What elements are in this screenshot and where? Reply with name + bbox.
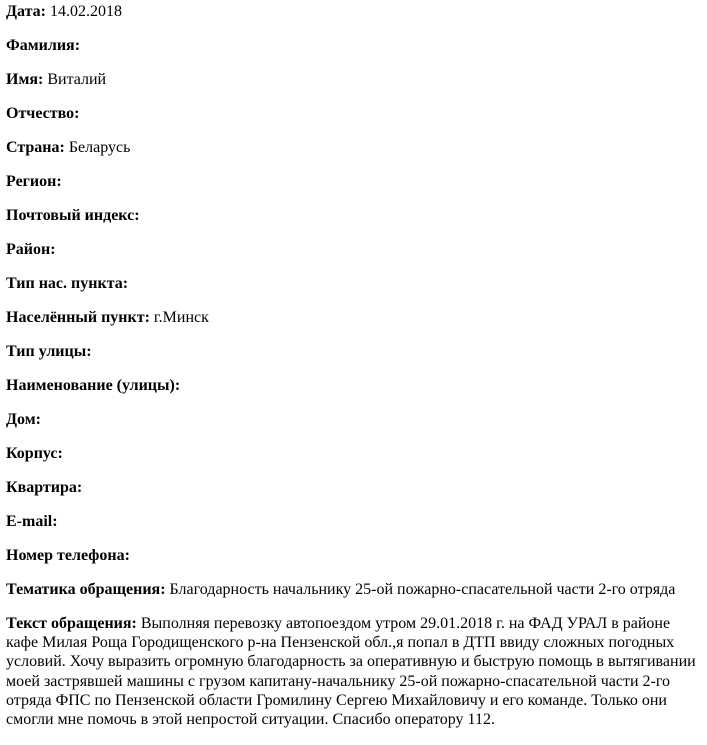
locality-type-field bbox=[6, 274, 702, 308]
house-field bbox=[6, 410, 702, 444]
surname-field bbox=[6, 36, 702, 70]
subject-value: Благодарность начальнику 25-ой пожарно-спасательной части 2-го отряда bbox=[169, 581, 676, 598]
date-label: Дата: bbox=[6, 3, 46, 20]
street-name-field bbox=[6, 376, 702, 410]
locality-value: г.Минск bbox=[153, 309, 209, 326]
email-label: E-mail: bbox=[6, 513, 58, 530]
subject-field bbox=[6, 580, 702, 614]
postal-code-label: Почтовый индекс: bbox=[6, 207, 140, 224]
locality-type-label: Тип нас. пункта: bbox=[6, 275, 129, 292]
postal-code-field bbox=[6, 206, 702, 240]
date-value: 14.02.2018 bbox=[49, 3, 122, 20]
region-field bbox=[6, 172, 702, 206]
country-field bbox=[6, 138, 702, 172]
message-label: Текст обращения: bbox=[6, 615, 137, 632]
email-field bbox=[6, 512, 702, 546]
building-field bbox=[6, 444, 702, 478]
apartment-label: Квартира: bbox=[6, 479, 83, 496]
building-label: Корпус: bbox=[6, 445, 63, 462]
patronymic-label: Отчество: bbox=[6, 105, 80, 122]
phone-label: Номер телефона: bbox=[6, 547, 130, 564]
country-label: Страна: bbox=[6, 139, 65, 156]
district-field bbox=[6, 240, 702, 274]
locality-field bbox=[6, 308, 702, 342]
street-type-field bbox=[6, 342, 702, 376]
street-type-label: Тип улицы: bbox=[6, 343, 92, 360]
name-value: Виталий bbox=[47, 71, 107, 88]
appeal-document bbox=[6, 2, 702, 729]
message-value: Выполняя перевозку автопоездом утром 29.01.2018 г. на ФАД УРАЛ в районе кафе Милая Роща Городищенского р-на Пензенской обл.,я попал в ДТП ввиду сложных погодных условий. Хочу выразить огромную благодарность за оперативную и быструю помощь в вытягивании моей застрявшей машины с грузом капитану-начальнику 25-ой пожарно-спасательной части 2-го отряда ФПС по Пензенской области Громилину Сергею Михайловичу и его команде. Только они смогли мне помочь в этой непростой ситуации. Спасибо оператору 112. bbox=[6, 615, 696, 729]
apartment-field bbox=[6, 478, 702, 512]
date-field bbox=[6, 2, 702, 36]
name-label: Имя: bbox=[6, 71, 44, 88]
street-name-label: Наименование (улицы): bbox=[6, 377, 181, 394]
subject-label: Тематика обращения: bbox=[6, 581, 166, 598]
district-label: Район: bbox=[6, 241, 56, 258]
phone-field bbox=[6, 546, 702, 580]
surname-label: Фамилия: bbox=[6, 37, 81, 54]
patronymic-field bbox=[6, 104, 702, 138]
house-label: Дом: bbox=[6, 411, 41, 428]
message-field bbox=[6, 614, 702, 729]
region-label: Регион: bbox=[6, 173, 62, 190]
locality-label: Населённый пункт: bbox=[6, 309, 150, 326]
country-value: Беларусь bbox=[68, 139, 131, 156]
name-field bbox=[6, 70, 702, 104]
